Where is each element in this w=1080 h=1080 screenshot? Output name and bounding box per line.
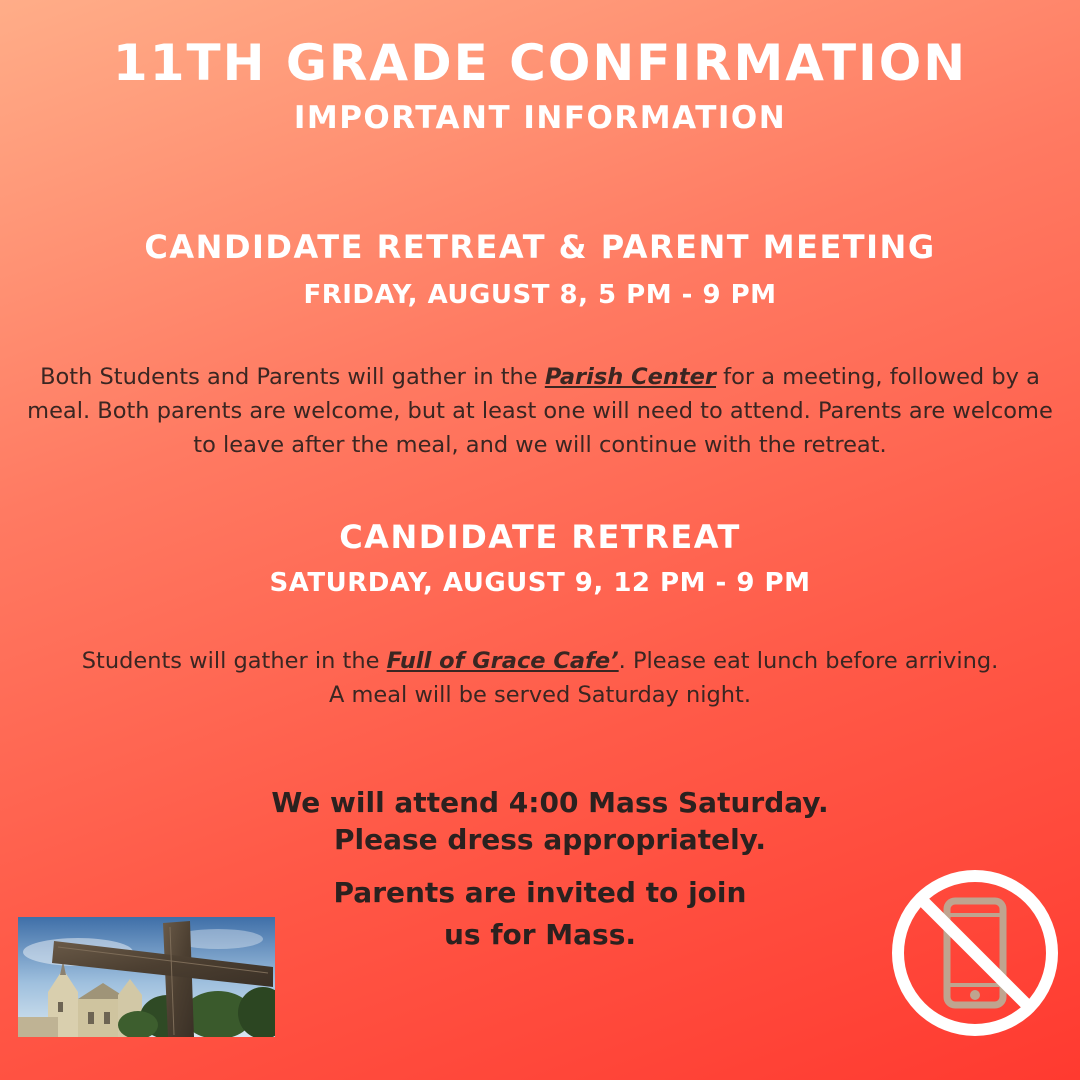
section-1-description	[20, 360, 1060, 462]
section-2-title: CANDIDATE RETREAT	[339, 518, 741, 556]
mass-line-1: We will attend 4:00 Mass Saturday.	[271, 786, 829, 819]
parents-line-2: us for Mass.	[443, 918, 637, 951]
wooden-cross-church-photo	[18, 917, 275, 1037]
section-1-title: CANDIDATE RETREAT & PARENT MEETING	[144, 228, 936, 266]
section-2-text-after: . Please eat lunch before arriving.	[618, 648, 999, 674]
no-phone-icon	[891, 869, 1059, 1037]
section-1-text-after: for a meeting, followed by a meal. Both parents are welcome, but at least one will need to attend. Parents are welcome to leave after the meal, and we will continue with the retreat.	[27, 364, 1053, 458]
page-title: 11TH GRADE CONFIRMATION	[112, 34, 968, 92]
parish-center-link[interactable]: Parish Center	[544, 364, 717, 390]
mass-line-2: Please dress appropriately.	[334, 823, 766, 856]
section-2-text-before: Students will gather in the	[81, 648, 387, 674]
parents-line-1: Parents are invited to join	[333, 876, 747, 909]
page-subtitle: IMPORTANT INFORMATION	[293, 100, 787, 136]
section-2-line-2: A meal will be served Saturday night.	[328, 682, 752, 708]
full-of-grace-cafe-link[interactable]: Full of Grace Cafe’	[386, 648, 619, 674]
parents-invitation	[280, 872, 800, 956]
section-2-description	[20, 644, 1060, 712]
section-1-date: FRIDAY, AUGUST 8, 5 PM - 9 PM	[303, 280, 777, 310]
mass-notice	[200, 784, 900, 858]
section-2-date: SATURDAY, AUGUST 9, 12 PM - 9 PM	[269, 568, 811, 598]
section-1-text-before: Both Students and Parents will gather in the	[40, 364, 545, 390]
